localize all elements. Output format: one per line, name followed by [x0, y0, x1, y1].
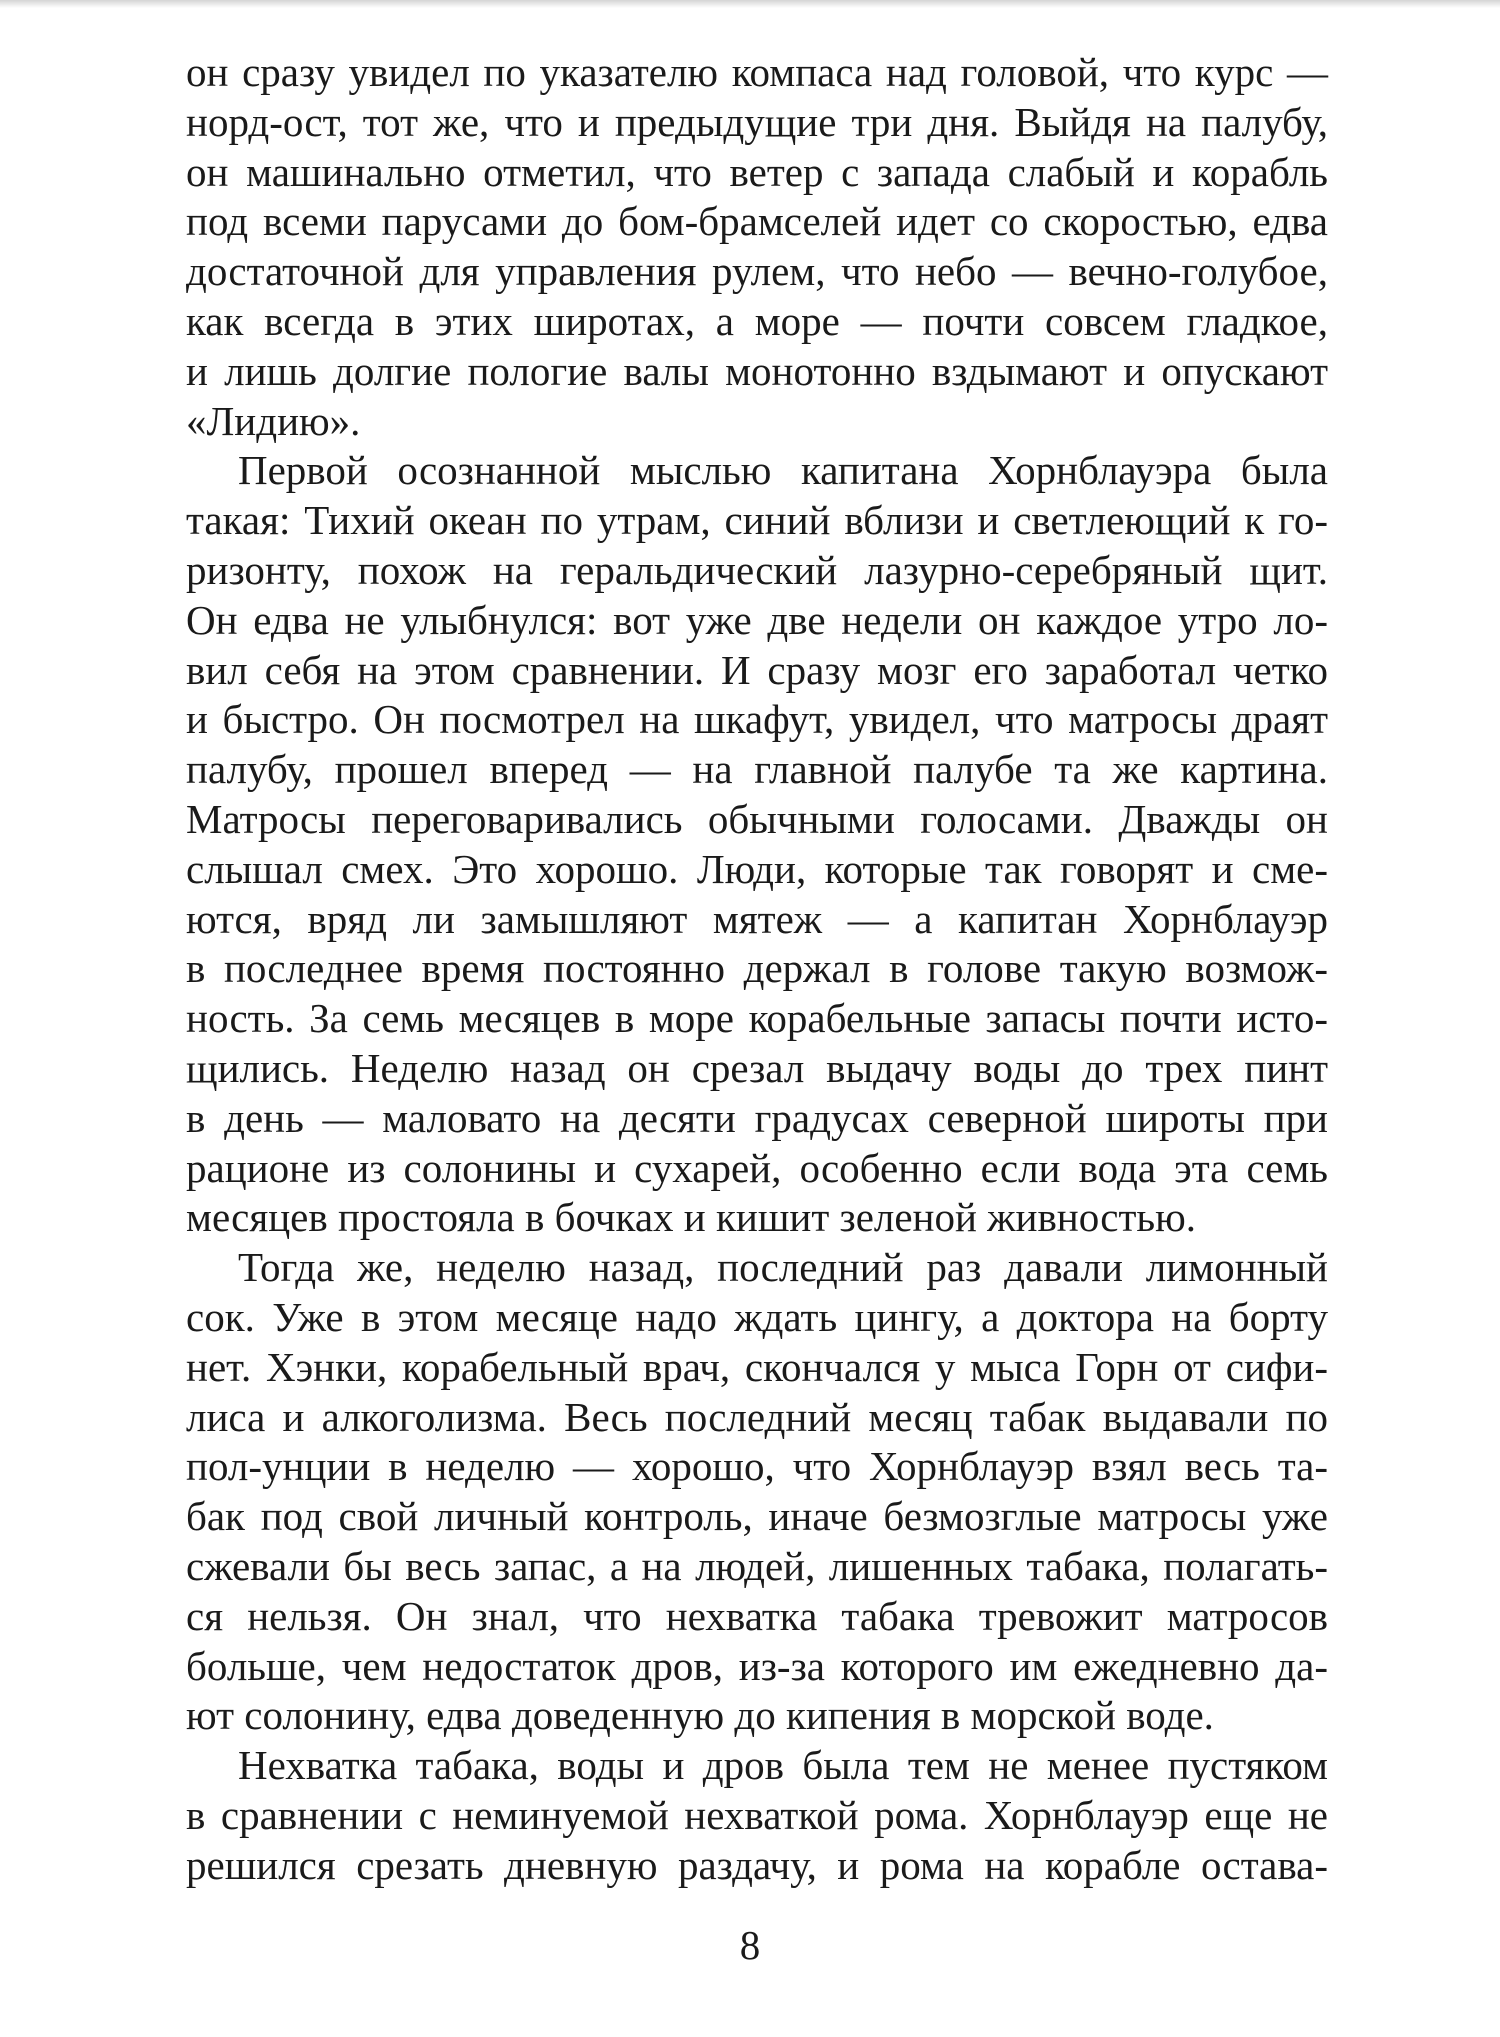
text-line: в сравнении с неминуемой нехваткой рома. Хорнблауэр еще не: [186, 1791, 1328, 1838]
text-line: слышал смех. Это хорошо. Люди, которые так говорят и сме-: [186, 845, 1328, 892]
text-line: сок. Уже в этом месяце надо ждать цингу, а доктора на борту: [186, 1293, 1328, 1340]
text-line: в последнее время постоянно держал в голове такую возмож-: [186, 945, 1328, 992]
page-number: 8: [739, 1922, 761, 1968]
text-line: ют солонину, едва доведенную до кипения в морской воде.: [186, 1692, 1214, 1739]
text-line: месяцев простояла в бочках и кишит зеленой живностью.: [186, 1194, 1196, 1241]
text-line: Он едва не улыбнулся: вот уже две недели он каждое утро ло-: [186, 596, 1328, 643]
text-line: и быстро. Он посмотрел на шкафут, увидел, что матросы драят: [186, 696, 1328, 743]
text-line: нет. Хэнки, корабельный врач, скончался у мыса Горн от сифи-: [186, 1343, 1328, 1390]
page-top-edge: [0, 0, 1500, 8]
text-line: пол-унции в неделю — хорошо, что Хорнблауэр взял весь та-: [186, 1443, 1328, 1490]
text-line: вил себя на этом сравнении. И сразу мозг его заработал четко: [186, 646, 1328, 693]
paragraph-4: [186, 1741, 1328, 1890]
text-line: Матросы переговаривались обычными голосами. Дважды он: [186, 795, 1328, 842]
text-line: палубу, прошел вперед — на главной палубе та же картина.: [186, 746, 1328, 793]
text-line: такая: Тихий океан по утрам, синий вблизи и светлеющий к го-: [186, 497, 1328, 544]
text-line: больше, чем недостаток дров, из-за которого им ежедневно да-: [186, 1642, 1328, 1689]
text-line: он машинально отметил, что ветер с запада слабый и корабль: [186, 148, 1328, 195]
text-line: «Лидию».: [186, 397, 361, 444]
text-line: под всеми парусами до бом-брамселей идет со скоростью, едва: [186, 198, 1328, 245]
text-line: решился срезать дневную раздачу, и рома на корабле остава-: [186, 1841, 1328, 1888]
text-line: ризонту, похож на геральдический лазурно-серебряный щит.: [186, 546, 1328, 593]
text-line: Тогда же, неделю назад, последний раз давали лимонный: [238, 1244, 1328, 1291]
text-line: в день — маловато на десяти градусах северной широты при: [186, 1094, 1328, 1141]
text-line: сжевали бы весь запас, а на людей, лишенных табака, полагать-: [186, 1542, 1328, 1589]
text-line: как всегда в этих широтах, а море — почти совсем гладкое,: [186, 297, 1328, 344]
text-line: ность. За семь месяцев в море корабельные запасы почти исто-: [186, 995, 1328, 1042]
text-line: и лишь долгие пологие валы монотонно вздымают и опускают: [186, 347, 1328, 394]
text-line: щились. Неделю назад он срезал выдачу воды до трех пинт: [186, 1044, 1328, 1091]
text-line: он сразу увидел по указателю компаса над головой, что курс —: [186, 49, 1328, 95]
text-line: рационе из солонины и сухарей, особенно если вода эта семь: [186, 1144, 1328, 1191]
text-line: ются, вряд ли замышляют мятеж — а капитан Хорнблауэр: [186, 895, 1328, 942]
text-line: бак под свой личный контроль, иначе безмозглые матросы уже: [186, 1493, 1328, 1540]
text-line: лиса и алкоголизма. Весь последний месяц табак выдавали по: [186, 1393, 1328, 1440]
text-line: ся нельзя. Он знал, что нехватка табака тревожит матросов: [186, 1592, 1328, 1639]
text-line: Первой осознанной мыслью капитана Хорнблауэра была: [238, 447, 1328, 494]
paragraph-3: [186, 1243, 1328, 1741]
page-body: [186, 48, 1328, 1890]
paragraph-1: [186, 48, 1328, 446]
paragraph-2: [186, 446, 1328, 1243]
text-line: норд-ост, тот же, что и предыдущие три дня. Выйдя на палубу,: [186, 98, 1328, 145]
text-line: достаточной для управления рулем, что небо — вечно-голубое,: [186, 248, 1328, 295]
text-line: Нехватка табака, воды и дров была тем не менее пустяком: [238, 1742, 1328, 1789]
